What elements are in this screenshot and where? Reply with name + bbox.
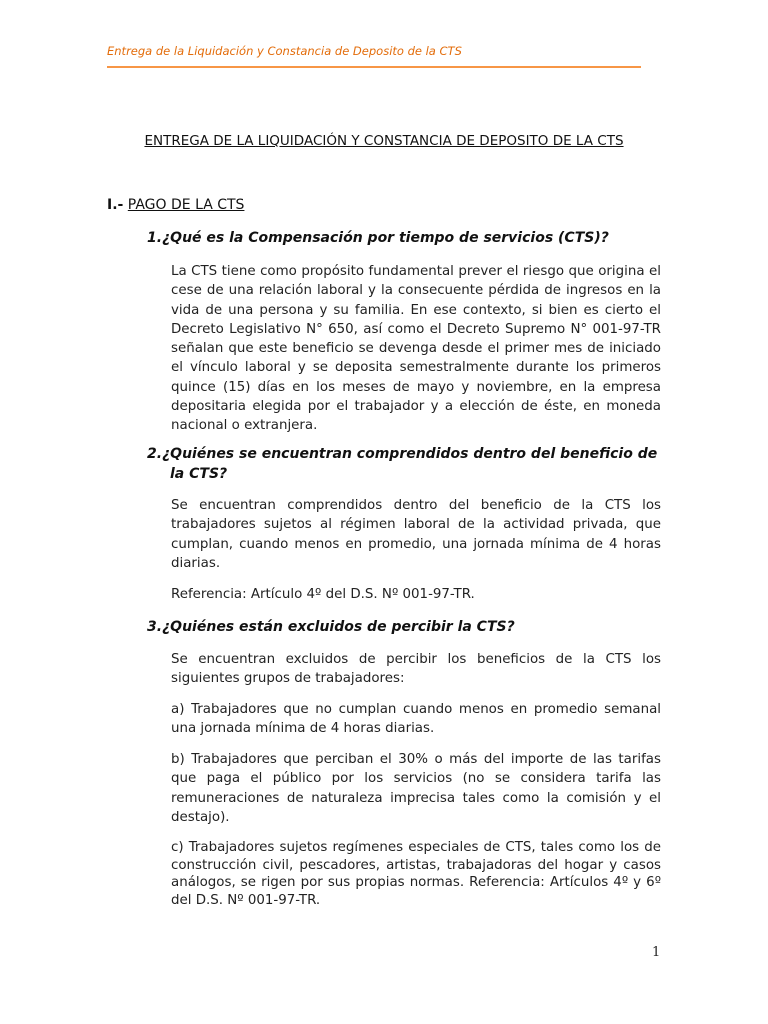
running-header-title: Entrega de la Liquidación y Constancia de Deposito de la CTS: [107, 44, 462, 58]
question-text: ¿Quiénes se encuentran comprendidos dentro del beneficio de la CTS?: [162, 446, 658, 482]
question-number: 2.: [147, 446, 163, 462]
question-number: 3.: [147, 619, 163, 635]
paragraph-reference: Referencia: Artículo 4º del D.S. Nº 001-97-TR.: [171, 587, 475, 602]
question-1-heading: [147, 228, 657, 248]
paragraph: Se encuentran comprendidos dentro del beneficio de la CTS los trabajadores sujetos al régimen laboral de la actividad privada, que cumplan, cuando menos en promedio, una jornada mínima de 4 horas diarias.: [171, 498, 661, 571]
section-heading: [107, 197, 244, 213]
document-title: ENTREGA DE LA LIQUIDACIÓN Y CONSTANCIA DE DEPOSITO DE LA CTS: [144, 133, 624, 149]
question-number: 1.: [147, 230, 163, 246]
list-item-c: c) Trabajadores sujetos regímenes especiales de CTS, tales como los de construcción civil, pescadores, artistas, trabajadoras del hogar y casos análogos, se rigen por sus propias normas. Referencia: Artículos 4º y 6º del D.S. Nº 001-97-TR.: [171, 840, 661, 908]
page-number: 1: [652, 945, 661, 960]
question-3-heading: [147, 617, 657, 637]
section-number: I.-: [107, 197, 124, 213]
question-2-heading: [147, 444, 660, 484]
paragraph: Se encuentran excluidos de percibir los beneficios de la CTS los siguientes grupos de trabajadores:: [171, 652, 661, 687]
question-text: ¿Qué es la Compensación por tiempo de servicios (CTS)?: [162, 230, 609, 246]
paragraph: La CTS tiene como propósito fundamental prever el riesgo que origina el cese de una relación laboral y la consecuente pérdida de ingresos en la vida de una persona y su familia. En ese contexto, si bien es cierto el Decreto Legislativo N° 650, así como el Decreto Supremo N° 001-97-TR señalan que este beneficio se devenga desde el primer mes de iniciado el vínculo laboral y se deposita semestralmente durante los primeros quince (15) días en los meses de mayo y noviembre, en la empresa depositaria elegida por el trabajador y a elección de éste, en moneda nacional o extranjera.: [171, 264, 661, 434]
header-divider: [107, 66, 641, 68]
list-item-a: a) Trabajadores que no cumplan cuando menos en promedio semanal una jornada mínima de 4 horas diarias.: [171, 702, 661, 737]
list-item-b: b) Trabajadores que perciban el 30% o más del importe de las tarifas que paga el público por los servicios (no se considera tarifa las remuneraciones de naturaleza imprecisa tales como la comisión y el destajo).: [171, 752, 661, 825]
question-text: ¿Quiénes están excluidos de percibir la CTS?: [162, 619, 515, 635]
section-label: PAGO DE LA CTS: [127, 197, 245, 213]
